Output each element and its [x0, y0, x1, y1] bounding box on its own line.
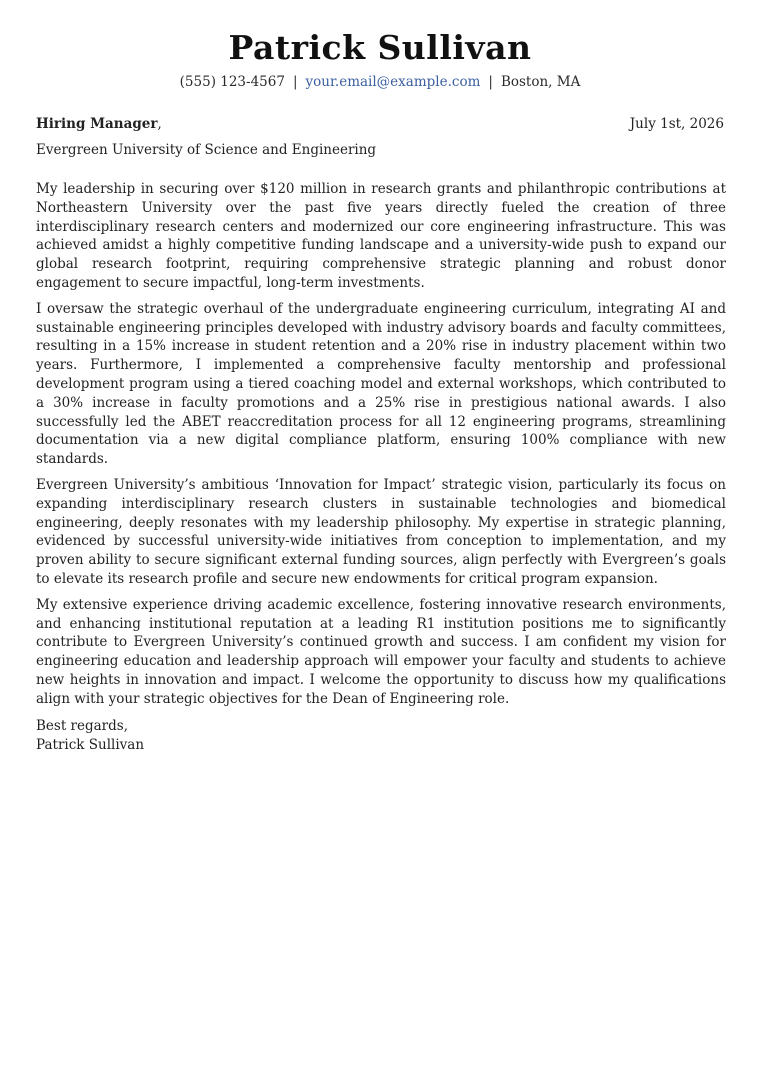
recipient-salutation — [36, 114, 162, 134]
body-paragraph: My extensive experience driving academic excellence, fostering innovative research environments, and enhancing institutional reputation at a leading R1 institution positions me to significantly contribute to Evergreen University’s continued growth and success. I am confident my vision for engineering education and leadership approach will empower your faculty and students to achieve new heights in innovation and impact. I welcome the opportunity to discuss how my qualifications align with your strategic objectives for the Dean of Engineering role. — [36, 596, 726, 707]
contact-line — [0, 72, 760, 92]
salutation-comma: , — [157, 116, 162, 132]
hiring-manager-label: Hiring Manager — [36, 116, 158, 132]
valediction: Best regards, — [36, 717, 129, 734]
contact-separator: | — [292, 74, 298, 90]
letter-body — [36, 180, 726, 755]
signature: Patrick Sullivan — [36, 736, 145, 753]
email-link[interactable]: your.email@example.com — [305, 74, 481, 90]
applicant-name: Patrick Sullivan — [228, 28, 532, 67]
contact-separator: | — [488, 74, 493, 90]
recipient-organization: Evergreen University of Science and Engineering — [36, 142, 377, 158]
location: Boston, MA — [500, 74, 581, 90]
recipient-row — [36, 114, 724, 134]
letter-date: July 1st, 2026 — [629, 116, 724, 132]
body-paragraph: I oversaw the strategic overhaul of the undergraduate engineering curriculum, integrating AI and sustainable engineering principles developed with industry advisory boards and faculty committees, resulting in a 15% increase in student retention and a 20% rise in industry placement within two years. Furthermore, I implemented a comprehensive faculty mentorship and professional development program using a tiered coaching model and external workshops, which contributed to a 30% increase in faculty promotions and a 25% rise in prestigious national awards. I also successfully led the ABET reaccreditation process for all 12 engineering programs, streamlining documentation via a new digital compliance platform, ensuring 100% compliance with new standards. — [36, 300, 726, 468]
body-paragraph: Evergreen University’s ambitious ‘Innovation for Impact’ strategic vision, particularly its focus on expanding interdisciplinary research clusters in sustainable technologies and biomedical engineering, deeply resonates with my leadership philosophy. My expertise in strategic planning, evidenced by successful university-wide initiatives from conception to implementation, and my proven ability to secure significant external funding sources, align perfectly with Evergreen’s goals to elevate its research profile and secure new endowments for critical program expansion. — [36, 476, 726, 587]
closing-block — [36, 717, 726, 755]
body-paragraph: My leadership in securing over $120 million in research grants and philanthropic contributions at Northeastern University over the past five years directly fueled the creation of three interdisciplinary research centers and modernized our core engineering infrastructure. This was achieved amidst a highly competitive funding landscape and a university-wide push to expand our global research footprint, requiring comprehensive strategic planning and robust donor engagement to secure impactful, long-term investments. — [36, 181, 726, 291]
phone-number: (555) 123-4567 — [179, 74, 285, 90]
